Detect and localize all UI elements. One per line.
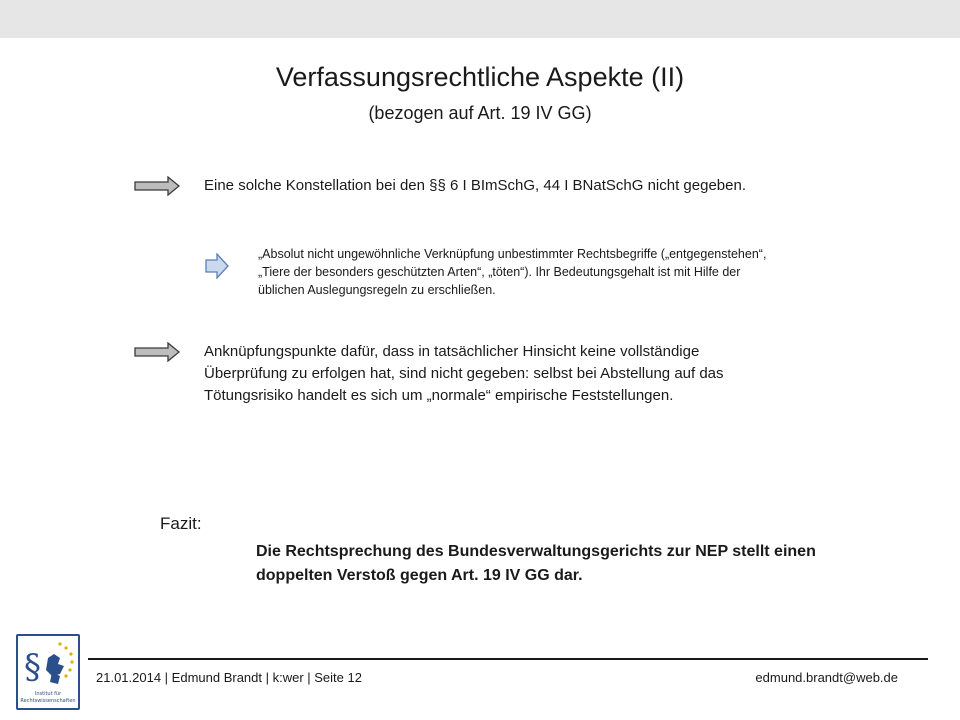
fazit-text: Die Rechtsprechung des Bundesverwaltungsgerichts zur NEP stellt einen doppelten Verstoß gegen Art. 19 IV GG dar. <box>256 543 816 584</box>
slide-title: Verfassungsrechtliche Aspekte (II) <box>275 62 685 92</box>
logo-emblem-icon <box>18 636 78 708</box>
top-bar <box>0 0 960 38</box>
logo-symbol: § <box>24 647 41 687</box>
point-2-text: Anknüpfungspunkte dafür, dass in tatsächlicher Hinsicht keine vollständige Überprüfung zu erfolgen hat, sind nicht gegeben: selbst bei Abstellung auf das Tötungsrisiko handelt es sich um „normale“ empirische Feststellungen. <box>204 343 724 404</box>
footer-divider <box>88 658 928 660</box>
right-arrow-icon <box>134 176 180 196</box>
blue-arrow-icon <box>205 253 229 279</box>
quote-text: „Absolut nicht ungewöhnliche Verknüpfung unbestimmter Rechtsbegriffe („entgegenstehen“, „Tiere der besonders geschützten Arten“, „töten“). Ihr Bedeutungsgehalt ist mit Hilfe der üblichen Auslegungsregeln zu erschließen. <box>258 247 767 297</box>
right-arrow-icon <box>134 342 180 362</box>
institute-logo <box>16 634 80 710</box>
footer-email: edmund.brandt@web.de <box>755 670 898 685</box>
footer-left-text: 21.01.2014 | Edmund Brandt | k:wer | Seite 12 <box>96 670 362 685</box>
logo-caption-line2: Rechtswissenschaften <box>20 698 76 704</box>
point-1-text: Eine solche Konstellation bei den §§ 6 I BImSchG, 44 I BNatSchG nicht gegeben. <box>204 177 746 194</box>
slide-subtitle: (bezogen auf Art. 19 IV GG) <box>368 103 592 123</box>
fazit-label: Fazit: <box>160 514 202 533</box>
logo-caption-line1: Institut für <box>34 691 62 697</box>
